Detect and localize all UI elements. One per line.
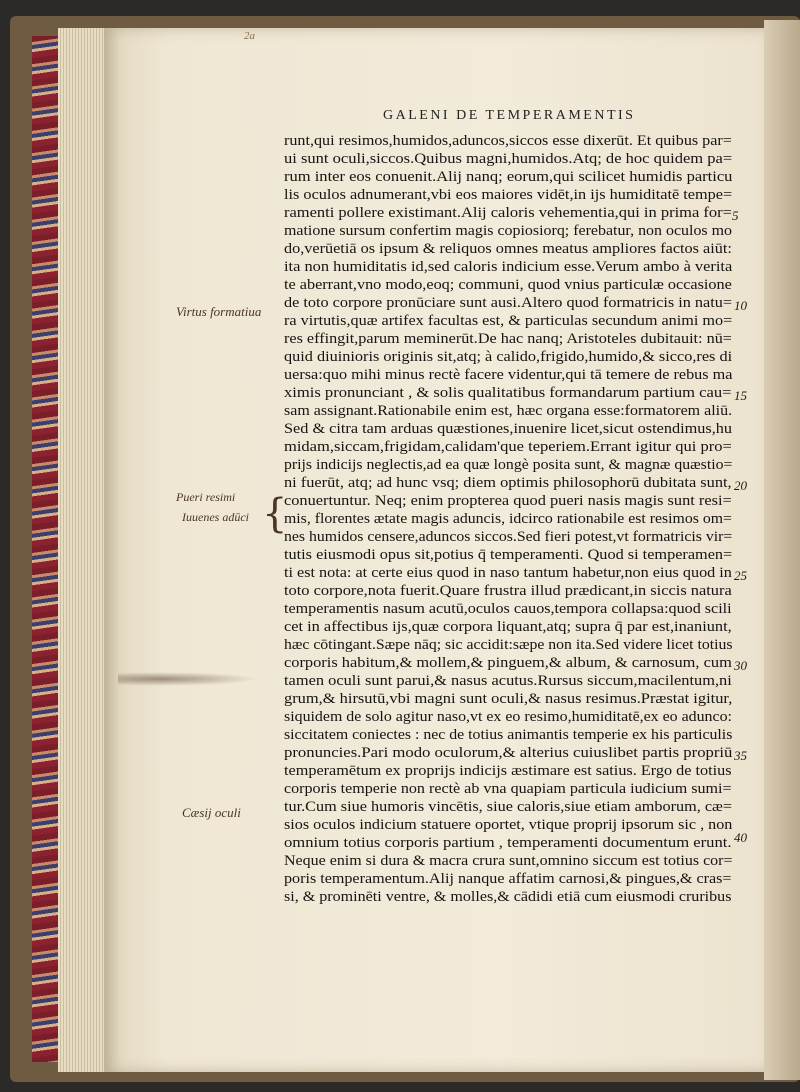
text-line: temperamētum ex proprijs indicijs æstimare est satius. Ergo de totius [284,763,732,779]
text-line: sam assignant.Rationabile enim est, hæc organa esse:formatorem aliū. [284,403,733,419]
text-line: ti est nota: at certe eius quod in naso tantum habetur,non eius quod in [284,565,732,581]
text-line: corporis habitum,& mollem,& pinguem,& album, & carnosum, cum [284,655,732,671]
text-line: mis, florentes ætate magis aduncis, idcirco rationabile est resimos om= [284,511,732,527]
facing-page-edge [764,20,800,1080]
text-line: tutis eiusmodi opus sit,potius q̄ temperamenti. Quod si temperamen= [284,547,733,563]
folio-mark: 2a [244,30,255,42]
text-line: prijs indicijs neglectis,ad ea quæ longè posita sunt, & magnæ quæstio= [284,457,733,473]
text-line: Neque enim si dura & macra crura sunt,omnino siccum est totius cor= [284,853,733,869]
line-number: 20 [734,478,747,493]
text-line: ui sunt oculi,siccos.Quibus magni,humidos.Atq; de hoc quidem pa= [284,151,733,167]
text-line: siccitatem coniectes : nec de totius animantis temperie ex his particulis [284,727,733,743]
text-line: siquidem de solo agitur naso,vt ex eo resimo,humiditatē,ex eo adunco: [284,709,732,725]
line-number: 25 [734,568,747,583]
line-number: 35 [734,748,747,763]
text-line: temperamentis nasum acutū,oculos cauos,tempora collapsa:quod scili [284,601,732,617]
text-line: runt,qui resimos,humidos,aduncos,siccos esse dixerūt. Et quibus par= [284,133,732,149]
text-line: poris temperamentum.Alij nanque affatim carnosi,& pingues,& cras= [284,871,732,887]
text-line: conuertuntur. Neq; enim propterea quod pueri nasis magis sunt resi= [284,493,732,509]
text-line: toto corpore,nota fuerit.Quare frustra illud prædicant,in siccis natura [284,583,732,599]
running-head: GALENI DE TEMPERAMENTIS [383,108,636,123]
text-line: pronuncies.Pari modo oculorum,& alterius cuiuslibet partis propriū [284,745,733,761]
text-line: tamen oculi sunt parui,& nasus acutus.Rursus siccum,macilentum,ni [284,673,732,689]
text-line: ra virtutis,quæ artifex facultas est, & particulas secundum animi mo= [284,313,733,329]
text-line: grum,& hirsutū,vbi magni sunt oculi,& nasus resimus.Præstat igitur, [284,691,733,707]
text-line: Sed & citra tam arduas quæstiones,inuenire licet,sicut ostendimus,hu [284,421,733,437]
line-number: 15 [734,388,747,403]
margin-note-iuuenes: Iuuenes adūci [182,510,249,524]
text-line: ita non humiditatis id,sed caloris indicium esse.Verum ambo à verita [284,259,733,275]
text-line: si, & prominēti ventre, & molles,& cādidi etiā cum eiusmodi cruribus [284,889,732,905]
text-line: omnium totius corporis partium , temperamenti documentum erunt. [284,835,732,851]
text-line: ramenti pollere existimant.Alij caloris vehementia,qui in prima for= [284,205,732,221]
text-line: tur.Cum siue humoris vincētis, siue caloris,siue etiam amborum, cæ= [284,799,733,815]
text-line: rum inter eos conuenit.Alij nanq; eorum,qui scilicet humidis particu [284,169,733,185]
page-edges [58,28,110,1072]
text-line: lis oculos adnumerant,vbi eos maiores vidēt,in ijs humiditatē tempe= [284,187,733,203]
text-line: uersa:quo mihi minus rectè facere videntur,qui tā temere de rebus ma [284,367,733,383]
text-line: ni fuerūt, atq; ad hunc vsq; diem optimis philosophorū dubitata sunt, [284,475,732,491]
text-line: matione sursum confertim magis copiosiorq; ferebatur, non oculos mo [284,223,732,239]
text-line: do,verūetiā os ipsum & reliquos omnes meatus ampliores factos aiūt: [284,241,732,257]
line-number: 30 [734,658,747,673]
text-line: midam,siccam,frigidam,calidam'que teperiem.Errant igitur qui pro= [284,439,732,455]
line-number: 5 [732,208,739,223]
marbled-endpaper [32,36,58,1062]
text-line: cet in affectibus ijs,quæ corpora liquant,atq; supra q̄ par est,inaniunt, [284,619,732,635]
margin-note-pueri: Pueri resimi [176,490,236,504]
text-line: te aberrant,vno modo,eoq; communi, quod vnius particulæ occasione [284,277,732,293]
margin-note-caesii: Cæsij oculi [182,805,241,820]
text-line: ximis pronunciant , & solis qualitatibus formandarum partium cau= [284,385,732,401]
margin-note-virtus: Virtus formatiua [176,304,262,319]
line-number: 10 [734,298,747,313]
brace-mark: { [262,491,288,537]
line-number: 40 [734,830,747,845]
text-line: nes humidos censere,aduncos siccos.Sed fieri potest,vt formatricis vir= [284,529,733,545]
text-line: de toto corpore pronūciare sunt ausi.Altero quod formatricis in natu= [284,295,732,311]
text-line: res effingit,parum meminerūt.De hac nanq; Aristoteles dubitauit: nū= [284,331,732,347]
ink-stain [118,672,258,686]
text-line: quid diuinioris originis sit,atq; à calido,frigido,humido,& sicco,res di [284,349,733,365]
text-line: hæc cōtingant.Sæpe nāq; sic accidit:sæpe non ita.Sed videre licet totius [284,637,733,653]
text-line: corporis temperie non rectè ab vna quapiam particula iudicium sumi= [284,781,732,797]
text-line: sios oculos indicium statuere oportet, vtique proprij ipsorum sic , non [284,817,733,833]
